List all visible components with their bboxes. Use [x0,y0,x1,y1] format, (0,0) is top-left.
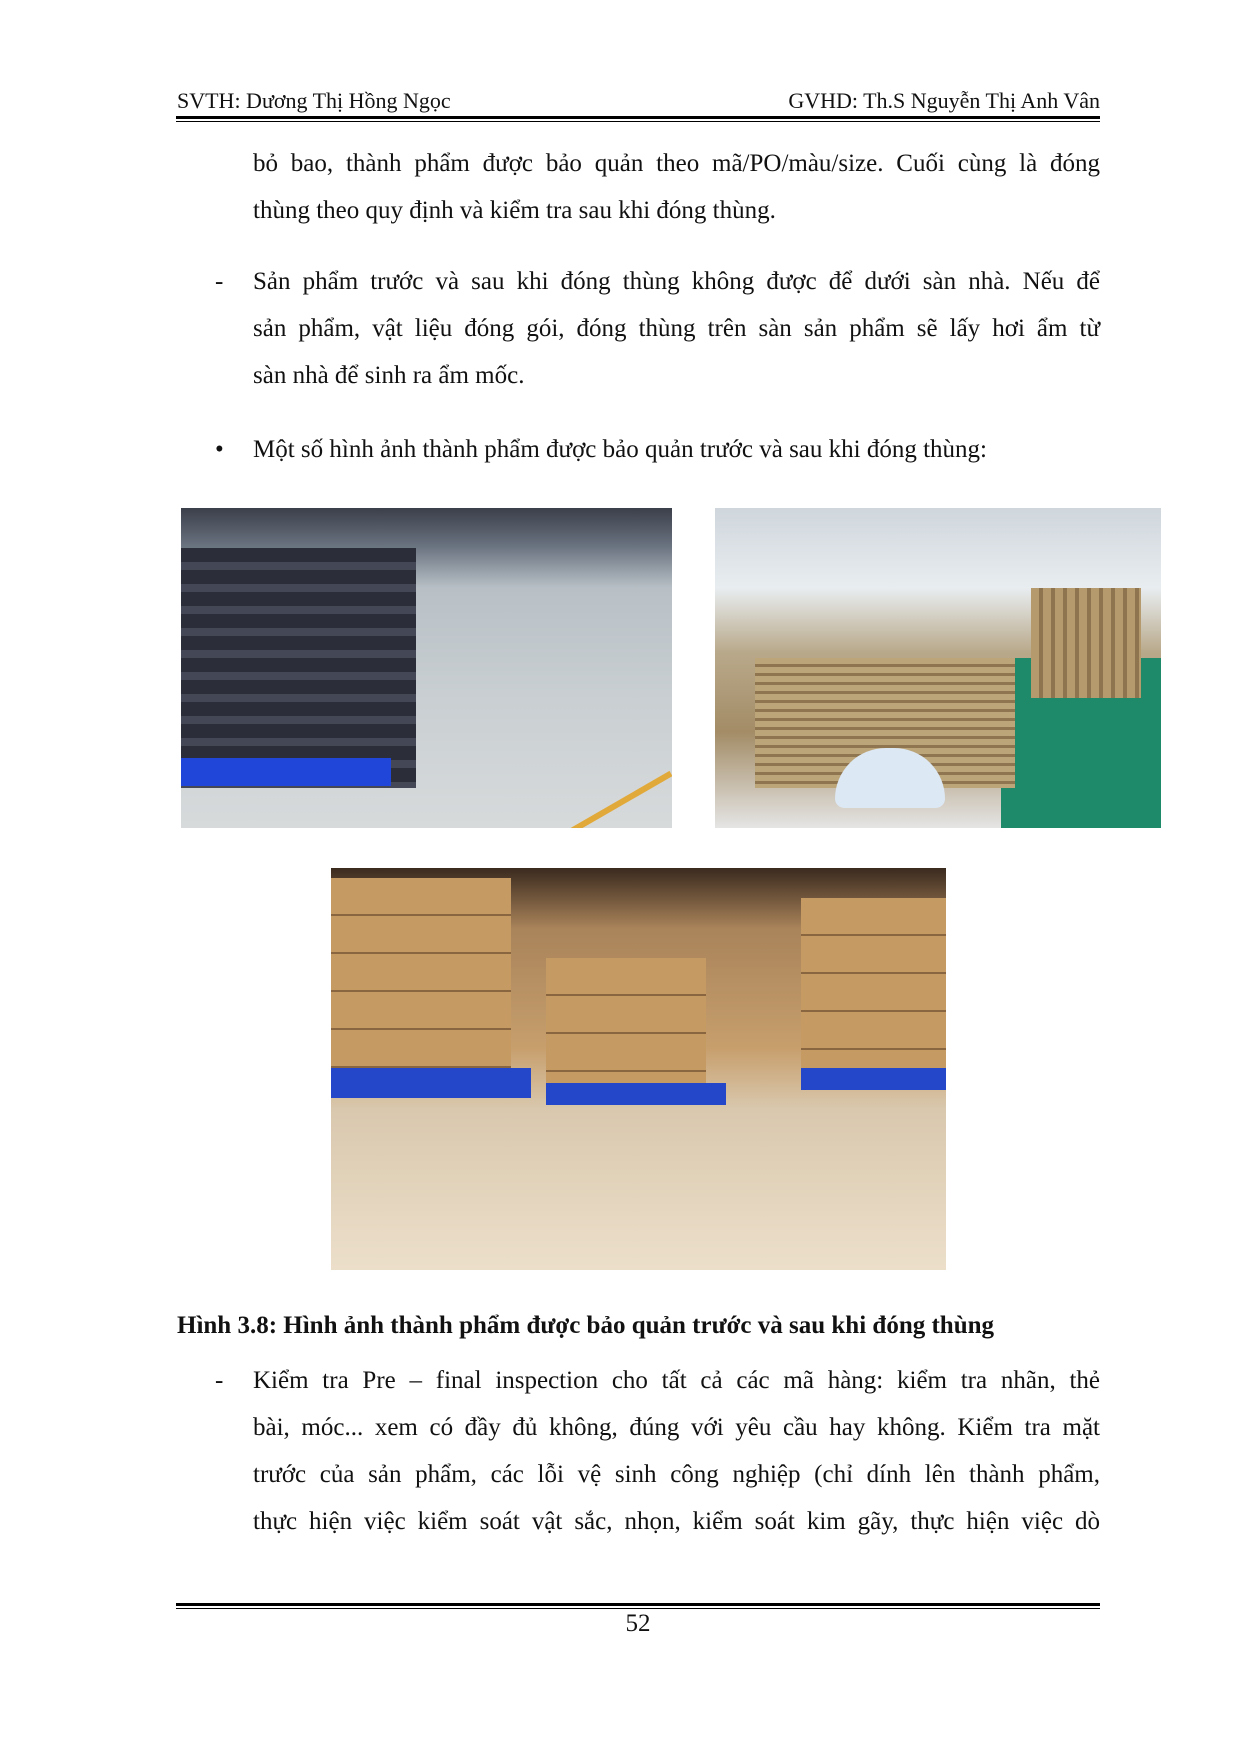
figure-caption: Hình 3.8: Hình ảnh thành phẩm được bảo quản trước và sau khi đóng thùng [177,1312,995,1339]
paragraph-line: bài, móc... xem có đầy đủ không, đúng với yêu cầu hay không. Kiểm tra mặt [253,1414,1100,1441]
page-number: 52 [625,1610,651,1637]
paragraph-line: sàn nhà để sinh ra ẩm mốc. [253,362,525,389]
paragraph-line: thùng theo quy định và kiểm tra sau khi đóng thùng. [253,197,776,224]
dash-marker: - [215,268,224,295]
header-student: SVTH: Dương Thị Hồng Ngọc [177,88,451,113]
header-rule [176,116,1100,122]
footer-rule [176,1603,1100,1609]
paragraph-line: Sản phẩm trước và sau khi đóng thùng không được để dưới sàn nhà. Nếu để [253,268,1100,295]
paragraph-line: Một số hình ảnh thành phẩm được bảo quản trước và sau khi đóng thùng: [253,436,987,463]
paragraph-line: thực hiện việc kiểm soát vật sắc, nhọn, kiểm soát kim gãy, thực hiện việc dò [253,1508,1100,1535]
photo-workers-folding-garments [715,508,1161,828]
bullet-marker: • [215,436,224,463]
dash-marker: - [215,1367,224,1394]
photo-stacked-garments-on-pallet [181,508,672,828]
paragraph-line: bỏ bao, thành phẩm được bảo quản theo mã/PO/màu/size. Cuối cùng là đóng [253,150,1100,177]
paragraph-line: Kiểm tra Pre – final inspection cho tất cả các mã hàng: kiểm tra nhãn, thẻ [253,1367,1100,1394]
header-advisor: GVHD: Th.S Nguyễn Thị Anh Vân [788,88,1100,113]
paragraph-line: trước của sản phẩm, các lỗi vệ sinh công nghiệp (chỉ dính lên thành phẩm, [253,1461,1100,1488]
paragraph-line: sản phẩm, vật liệu đóng gói, đóng thùng trên sàn sản phẩm sẽ lấy hơi ẩm từ [253,315,1100,342]
photo-cartons-on-pallets [331,868,946,1270]
